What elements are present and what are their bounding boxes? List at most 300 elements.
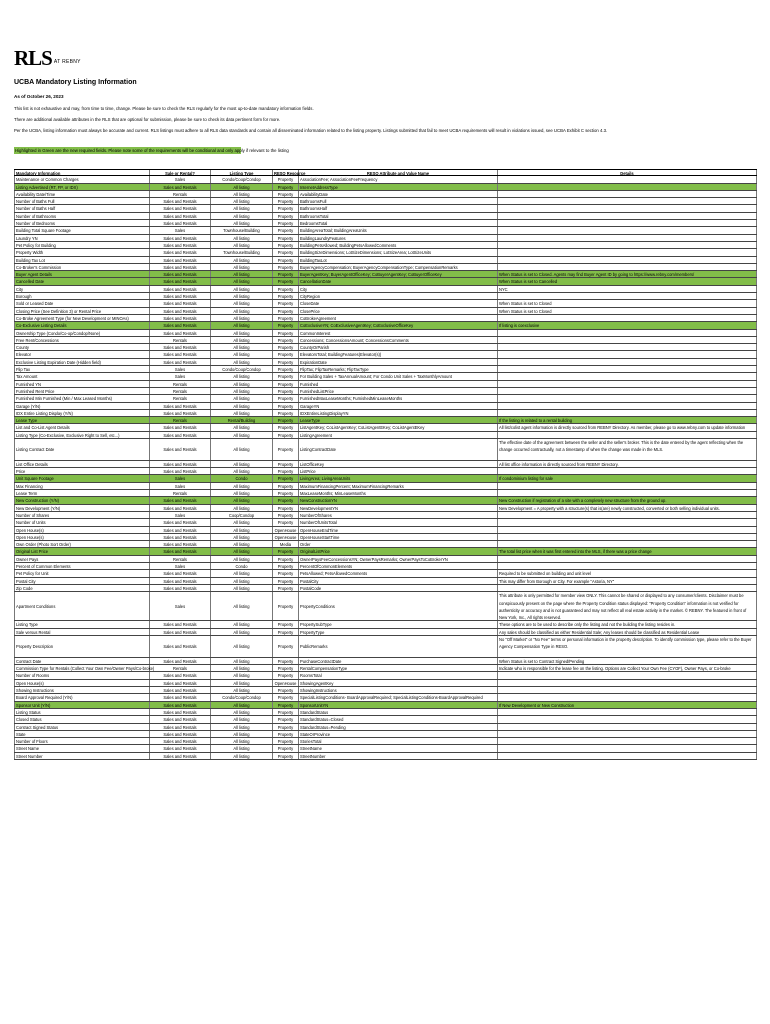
cell-details [498, 541, 757, 547]
cell-listing-type: All listing [211, 556, 273, 562]
cell-reso-resource: Property [273, 315, 299, 321]
cell-details: This attribute is only permitted for member view ONLY. This cannot be shared or displayed to any consumer/clients. Disclaimer must be conspicuously present on the page where the Property Condition status displayed: "Property Condition" information is not verified for authenticity or accuracy and is not guaranteed and may not reflect all real estate activity in the market. © REBNY. The featured in front of New York, Inc., All rights reserved. [498, 592, 757, 620]
table-row [14, 410, 757, 417]
cell-reso-resource: Property [273, 658, 299, 664]
cell-mandatory-information: Furnished Min Furnished (Min / Max Leased Months) [14, 395, 150, 401]
cell-mandatory-information: Open House(s) [14, 534, 150, 540]
cell-mandatory-information: Listing Advertised (RT, FP, or IDX) [14, 184, 150, 190]
cell-reso-attribute: OpenHouseEndTime [299, 527, 498, 533]
cell-reso-attribute: BathroomsHalf [299, 205, 498, 211]
cell-listing-type: All listing [211, 745, 273, 751]
cell-sale-or-rental: Sales and Rentals [150, 534, 211, 540]
cell-details [498, 293, 757, 299]
cell-mandatory-information: Maintenance or Common Charges [14, 176, 150, 182]
cell-sale-or-rental: Sales and Rentals [150, 548, 211, 554]
header-sale-or-rental: Sale or Rental? [150, 170, 211, 175]
cell-listing-type: All listing [211, 344, 273, 350]
cell-mandatory-information: Apartment Conditions [14, 592, 150, 620]
cell-sale-or-rental: Sales and Rentals [150, 570, 211, 576]
cell-listing-type: Condo/Coop/Condop [211, 176, 273, 182]
cell-details [498, 512, 757, 518]
cell-sale-or-rental: Rentals [150, 417, 211, 423]
cell-reso-attribute: CoExclusiveYN; CoExclusiveAgentKey; CoExclusiveOfficeKey [299, 322, 498, 328]
cell-reso-attribute: NewDevelopmentYN [299, 505, 498, 511]
cell-details [498, 527, 757, 533]
cell-listing-type: All listing [211, 351, 273, 357]
cell-reso-resource: Property [273, 490, 299, 496]
cell-reso-attribute: OwnerPaysFeeConcessionsYN; OwnerPaysRemarks; OwnerPaysToCoBrokerYN [299, 556, 498, 562]
cell-mandatory-information: Closed Status [14, 716, 150, 722]
table-row [14, 541, 757, 548]
table-row [14, 629, 757, 636]
cell-listing-type: All listing [211, 242, 273, 248]
cell-sale-or-rental: Sales and Rentals [150, 585, 211, 591]
cell-listing-type: All listing [211, 395, 273, 401]
cell-listing-type: All listing [211, 709, 273, 715]
cell-listing-type: All listing [211, 519, 273, 525]
cell-listing-type: All listing [211, 403, 273, 409]
cell-details [498, 709, 757, 715]
table-row [14, 286, 757, 293]
cell-listing-type: All listing [211, 198, 273, 204]
table-row [14, 534, 757, 541]
cell-reso-resource: Property [273, 198, 299, 204]
cell-details: The effective date of the agreement between the seller and the seller's broker. This is the date entered by the agent reflecting when the change occurred contractually, not a timestamp of when the change was made in the MLS. [498, 439, 757, 460]
cell-reso-resource: Property [273, 271, 299, 277]
cell-mandatory-information: Pet Policy for Unit [14, 570, 150, 576]
table-row [14, 731, 757, 738]
cell-reso-attribute: RentalCompensationType [299, 665, 498, 671]
cell-details: Required to be submitted on building and unit level [498, 570, 757, 576]
cell-sale-or-rental: Sales and Rentals [150, 205, 211, 211]
cell-sale-or-rental: Sales and Rentals [150, 264, 211, 270]
cell-sale-or-rental: Sales and Rentals [150, 410, 211, 416]
cell-reso-attribute: FlipTax; FlipTaxRemarks; FlipTaxType [299, 366, 498, 372]
table-row [14, 658, 757, 665]
cell-sale-or-rental: Sales [150, 373, 211, 379]
cell-mandatory-information: Postal City [14, 578, 150, 584]
cell-reso-attribute: RoomsTotal [299, 672, 498, 678]
cell-reso-attribute: PropertySubType [299, 621, 498, 627]
cell-details [498, 227, 757, 233]
cell-listing-type: All listing [211, 278, 273, 284]
cell-listing-type: All listing [211, 432, 273, 438]
cell-reso-attribute: OpenHouseStartTime [299, 534, 498, 540]
cell-mandatory-information: Building Total Square Footage [14, 227, 150, 233]
cell-reso-attribute: CoBrokeAgreement [299, 315, 498, 321]
cell-details [498, 716, 757, 722]
cell-sale-or-rental: Rentals [150, 665, 211, 671]
cell-details [498, 249, 757, 255]
cell-reso-attribute: PurchaseContractDate [299, 658, 498, 664]
cell-sale-or-rental: Sales and Rentals [150, 184, 211, 190]
cell-sale-or-rental: Sales and Rentals [150, 351, 211, 357]
cell-sale-or-rental: Sales and Rentals [150, 738, 211, 744]
cell-mandatory-information: Number of Baths Full [14, 198, 150, 204]
cell-details [498, 563, 757, 569]
logo-sub-text: AT REBNY [53, 59, 81, 65]
cell-reso-resource: Property [273, 505, 299, 511]
cell-listing-type: All listing [211, 534, 273, 540]
cell-mandatory-information: Commission Type for Rentals (Collect Your Own Fee/Owner Pays/Co-broke) [16, 666, 155, 672]
table-row [14, 709, 757, 716]
cell-reso-resource: Media [273, 541, 299, 547]
table-row [14, 257, 757, 264]
cell-details [498, 388, 757, 394]
cell-details [498, 242, 757, 248]
cell-sale-or-rental: Sales and Rentals [150, 636, 211, 657]
table-row [14, 468, 757, 475]
cell-mandatory-information: Building Tax Lot [14, 257, 150, 263]
cell-mandatory-information: Owner Pays [14, 556, 150, 562]
header-reso-resource: RESO Resource [274, 171, 306, 176]
table-row [14, 738, 757, 745]
cell-reso-attribute: PublicRemarks [299, 636, 498, 657]
table-row [14, 439, 757, 461]
cell-mandatory-information: Elevator [14, 351, 150, 357]
cell-details [498, 220, 757, 226]
cell-listing-type: All listing [211, 548, 273, 554]
cell-details: When Status is set to Contract Signed/Pending [498, 658, 757, 664]
table-row [14, 227, 757, 234]
table-row [14, 592, 757, 621]
cell-reso-resource: Property [273, 191, 299, 197]
cell-listing-type: All listing [211, 191, 273, 197]
table-row [14, 330, 757, 337]
table-row [14, 176, 757, 183]
cell-sale-or-rental: Sales and Rentals [150, 658, 211, 664]
header-listing-type: Listing Type [211, 170, 273, 175]
cell-sale-or-rental: Sales and Rentals [150, 629, 211, 635]
cell-reso-resource: Property [273, 424, 299, 430]
cell-details [498, 351, 757, 357]
cell-reso-attribute: PostalCity [299, 578, 498, 584]
cell-reso-attribute: BuyerAgentKey; BuyerAgentOfficeKey; CoBuyerAgentKey; CoBuyerOfficeKey [299, 271, 498, 277]
cell-mandatory-information: Original List Price [14, 548, 150, 554]
table-row [14, 249, 757, 256]
cell-reso-resource: Property [273, 227, 299, 233]
cell-reso-resource: Property [273, 665, 299, 671]
cell-listing-type: All listing [211, 738, 273, 744]
intro-paragraph-2: There are additional available attributes in the RLS that are optional for submission, please be sure to check its data pertinent form for more. [14, 117, 281, 122]
cell-details: All list/colist agent information is directly sourced from REBNY Directory. As member, please go to www.rebny.com to update information [498, 424, 757, 430]
cell-reso-resource: Property [273, 753, 299, 759]
cell-details: New Construction if registration of a site with a completely new structure from the ground up. [498, 497, 757, 503]
cell-sale-or-rental: Sales and Rentals [150, 461, 211, 467]
cell-reso-resource: Property [273, 351, 299, 357]
cell-reso-resource: OpenHouse [273, 527, 299, 533]
cell-reso-resource: Property [273, 745, 299, 751]
table-row [14, 205, 757, 212]
cell-sale-or-rental: Sales and Rentals [150, 578, 211, 584]
cell-listing-type: All listing [211, 687, 273, 693]
cell-listing-type: All listing [211, 468, 273, 474]
cell-reso-resource: OpenHouse [273, 534, 299, 540]
cell-reso-attribute: PetsAllowed; PetsAllowedComments [299, 570, 498, 576]
cell-listing-type: Coop/Condop [211, 512, 273, 518]
cell-listing-type: All listing [211, 293, 273, 299]
cell-listing-type: All listing [211, 381, 273, 387]
table-row [14, 483, 757, 490]
cell-mandatory-information: Lease Type [14, 417, 150, 423]
cell-reso-attribute: FurnishedListPrice [299, 388, 498, 394]
cell-listing-type: Rental/Building [211, 417, 273, 423]
cell-sale-or-rental: Sales and Rentals [150, 220, 211, 226]
cell-sale-or-rental: Sales and Rentals [150, 753, 211, 759]
cell-details: If listing is coexclusive [498, 322, 757, 328]
cell-listing-type: All listing [211, 505, 273, 511]
cell-sale-or-rental: Sales [150, 483, 211, 489]
cell-listing-type: All listing [211, 541, 273, 547]
cell-reso-resource: Property [273, 235, 299, 241]
table-row [14, 665, 757, 672]
cell-details [498, 490, 757, 496]
cell-mandatory-information: Sponsor Unit (Y/N) [14, 702, 150, 708]
cell-reso-attribute: PropertyType [299, 629, 498, 635]
cell-reso-attribute: SponsorUnitYN [299, 702, 498, 708]
cell-sale-or-rental: Sales and Rentals [150, 680, 211, 686]
cell-mandatory-information: Ownership Type (Condo/Co-op/Condop/None) [14, 330, 150, 336]
cell-details [498, 235, 757, 241]
header-reso-attribute: RESO Attribute and Value Name [299, 170, 498, 175]
cell-reso-attribute: StandardStatus=Pending [299, 724, 498, 730]
table-row [14, 672, 757, 679]
cell-sale-or-rental: Sales [150, 475, 211, 481]
table-row [14, 293, 757, 300]
cell-sale-or-rental: Sales [150, 592, 211, 620]
cell-sale-or-rental: Sales [150, 563, 211, 569]
cell-details [498, 432, 757, 438]
cell-reso-resource: Property [273, 242, 299, 248]
table-row [14, 417, 757, 424]
cell-mandatory-information: Listing Contract Date [14, 439, 150, 460]
cell-listing-type: All listing [211, 300, 273, 306]
cell-details [498, 176, 757, 182]
cell-mandatory-information: Property Width [14, 249, 150, 255]
cell-sale-or-rental: Sales and Rentals [150, 694, 211, 700]
cell-details: Indicate who is responsible for the lease fee on the listing. Options are Collect Your Own Fee (CYOF), Owner Pays, or Co-broke [498, 665, 757, 671]
cell-sale-or-rental: Sales and Rentals [150, 198, 211, 204]
cell-reso-resource: Property [273, 461, 299, 467]
cell-listing-type: All listing [211, 629, 273, 635]
cell-sale-or-rental: Sales and Rentals [150, 724, 211, 730]
cell-mandatory-information: Closing Price (See Definition 3) or Rental Price [14, 308, 150, 314]
cell-mandatory-information: Open House(s) [14, 527, 150, 533]
cell-mandatory-information: Exclusive Listing Expiration Date (Hidden field) [14, 359, 150, 365]
cell-listing-type: All listing [211, 205, 273, 211]
cell-mandatory-information: Street Name [14, 745, 150, 751]
cell-mandatory-information: Number of Baths Half [14, 205, 150, 211]
cell-reso-resource: Property [273, 724, 299, 730]
cell-reso-attribute: ListOfficeKey [299, 461, 498, 467]
cell-listing-type: All listing [211, 716, 273, 722]
cell-reso-resource: Property [273, 716, 299, 722]
cell-reso-attribute: IDXEntireListingDisplayYN [299, 410, 498, 416]
cell-reso-attribute: BathroomsTotal [299, 213, 498, 219]
cell-listing-type: All listing [211, 322, 273, 328]
cell-mandatory-information: County [14, 344, 150, 350]
cell-reso-attribute: PropertyConditions [299, 592, 498, 620]
table-row [14, 432, 757, 439]
table-row [14, 475, 757, 482]
table-row [14, 519, 757, 526]
cell-details: New Development = A property with a structure(s) that is(are) newly constructed, converted or both selling individual units. [498, 505, 757, 511]
table-row [14, 753, 757, 760]
cell-reso-resource: Property [273, 483, 299, 489]
table-row [14, 724, 757, 731]
cell-sale-or-rental: Sales and Rentals [150, 621, 211, 627]
cell-sale-or-rental: Rentals [150, 556, 211, 562]
cell-sale-or-rental: Sales and Rentals [150, 731, 211, 737]
cell-mandatory-information: State [14, 731, 150, 737]
cell-reso-attribute: BuildingAreaTotal; BuildingAreaUnits [299, 227, 498, 233]
cell-mandatory-information: Tax Amount [14, 373, 150, 379]
cell-sale-or-rental: Rentals [150, 395, 211, 401]
cell-listing-type: All listing [211, 724, 273, 730]
cell-sale-or-rental: Sales and Rentals [150, 322, 211, 328]
cell-listing-type: All listing [211, 235, 273, 241]
cell-listing-type: All listing [211, 315, 273, 321]
cell-reso-resource: Property [273, 556, 299, 562]
table-row [14, 548, 757, 555]
cell-reso-resource: Property [273, 264, 299, 270]
cell-sale-or-rental: Sales and Rentals [150, 330, 211, 336]
cell-mandatory-information: Flip Tax [14, 366, 150, 372]
cell-sale-or-rental: Sales and Rentals [150, 300, 211, 306]
cell-details [498, 534, 757, 540]
cell-sale-or-rental: Sales and Rentals [150, 293, 211, 299]
table-row [14, 315, 757, 322]
cell-reso-attribute: ListAgentKey; CoListAgentKey; CoListAgentEKey; CoListAgentEKey [299, 424, 498, 430]
cell-reso-attribute: CommonInterest [299, 330, 498, 336]
cell-reso-resource: Property [273, 512, 299, 518]
cell-reso-resource: Property [273, 417, 299, 423]
table-row [14, 585, 757, 592]
cell-mandatory-information: Furnished Rent Price [14, 388, 150, 394]
table-row [14, 694, 757, 701]
cell-details [498, 483, 757, 489]
as-of-date: As of October 26, 2023 [14, 94, 64, 99]
cell-details [498, 672, 757, 678]
cell-reso-resource: Property [273, 731, 299, 737]
cell-reso-attribute: SpecialListingConditions- BoardApprovalRequired; SpecialListingConditions-BoardApprovalRequired [299, 694, 498, 700]
cell-reso-resource: Property [273, 578, 299, 584]
cell-sale-or-rental: Rentals [150, 191, 211, 197]
cell-reso-attribute: BathroomsFull [299, 198, 498, 204]
cell-mandatory-information: Number of Rooms [14, 672, 150, 678]
cell-listing-type: All listing [211, 220, 273, 226]
cell-reso-resource: Property [273, 184, 299, 190]
table-header-row [14, 169, 757, 176]
cell-reso-attribute: OriginalListPrice [299, 548, 498, 554]
cell-listing-type: All listing [211, 388, 273, 394]
cell-details: When Status is set to Closed [498, 308, 757, 314]
table-row [14, 264, 757, 271]
cell-mandatory-information: New Development (Y/N) [14, 505, 150, 511]
cell-listing-type: All listing [211, 702, 273, 708]
cell-listing-type: All listing [211, 636, 273, 657]
cell-reso-resource: Property [273, 621, 299, 627]
cell-listing-type: All listing [211, 592, 273, 620]
cell-mandatory-information: Co-Broke Agreement Type (for New Development or MINOAs) [14, 315, 150, 321]
logo-main-text: RLS [14, 46, 52, 70]
table-row [14, 680, 757, 687]
cell-reso-attribute: ShowingInstructions [299, 687, 498, 693]
cell-listing-type: All listing [211, 439, 273, 460]
highlight-note: Highlighted in Green are the new required fields. Please note some of the requirements will be conditional and only apply if relevant to the listing [15, 148, 289, 153]
cell-listing-type: All listing [211, 373, 273, 379]
header-mandatory-information: Mandatory Information [14, 170, 150, 175]
cell-reso-attribute: StreetNumber [299, 753, 498, 759]
cell-details [498, 213, 757, 219]
cell-mandatory-information: Availability Date/Time [14, 191, 150, 197]
cell-details: No "Off Market" or "No Fee" terms or personal information in the property description. To identify commission type, please refer to the Buyer Agency Compensation Type in RESO. [498, 636, 757, 657]
table-row [14, 570, 757, 577]
cell-details [498, 745, 757, 751]
cell-mandatory-information: City [14, 286, 150, 292]
cell-details [498, 344, 757, 350]
cell-reso-resource: Property [273, 300, 299, 306]
cell-reso-attribute: PercentOfCommonElements [299, 563, 498, 569]
cell-reso-attribute: NewConstructionYN [299, 497, 498, 503]
table-row [14, 490, 757, 497]
cell-sale-or-rental: Sales and Rentals [150, 432, 211, 438]
cell-mandatory-information: Percent of Common Elements [14, 563, 150, 569]
cell-mandatory-information: New Construction (Y/N) [14, 497, 150, 503]
table-row [14, 235, 757, 242]
cell-details [498, 257, 757, 263]
cell-mandatory-information: Number of Shares [14, 512, 150, 518]
table-row [14, 381, 757, 388]
cell-listing-type: Condo/Coop/Condop [211, 366, 273, 372]
cell-details [498, 556, 757, 562]
cell-reso-attribute: Order [299, 541, 498, 547]
cell-details [498, 184, 757, 190]
cell-sale-or-rental: Sales and Rentals [150, 687, 211, 693]
table-row [14, 322, 757, 329]
table-row [14, 424, 757, 431]
cell-reso-attribute: CloseDate [299, 300, 498, 306]
cell-listing-type: All listing [211, 461, 273, 467]
table-row [14, 359, 757, 366]
cell-reso-resource: OpenHouse [273, 680, 299, 686]
cell-reso-resource: Property [273, 330, 299, 336]
rls-logo [14, 48, 81, 68]
cell-mandatory-information: Lease Term [14, 490, 150, 496]
cell-listing-type: Townhouse/Building [211, 227, 273, 233]
cell-listing-type: All listing [211, 271, 273, 277]
cell-mandatory-information: Street Number [14, 753, 150, 759]
cell-sale-or-rental: Sales and Rentals [150, 271, 211, 277]
cell-mandatory-information: Listing Type (Co-Exclusive, Exclusive Right to Sell, etc...) [14, 432, 150, 438]
cell-mandatory-information: Listing Status [14, 709, 150, 715]
cell-reso-resource: Property [273, 497, 299, 503]
cell-listing-type: Condo [211, 475, 273, 481]
document-title: UCBA Mandatory Listing Information [14, 79, 137, 86]
cell-reso-resource: Property [273, 257, 299, 263]
table-row [14, 636, 757, 658]
cell-mandatory-information: List Office Details [14, 461, 150, 467]
cell-listing-type: All listing [211, 731, 273, 737]
cell-reso-resource: Property [273, 322, 299, 328]
table-row [14, 505, 757, 512]
cell-reso-resource: Property [273, 381, 299, 387]
cell-mandatory-information: Own Order (Photo Sort Order) [14, 541, 150, 547]
cell-reso-resource: Property [273, 213, 299, 219]
cell-listing-type: All listing [211, 497, 273, 503]
cell-sale-or-rental: Sales and Rentals [150, 344, 211, 350]
cell-mandatory-information: Cancelled Date [14, 278, 150, 284]
